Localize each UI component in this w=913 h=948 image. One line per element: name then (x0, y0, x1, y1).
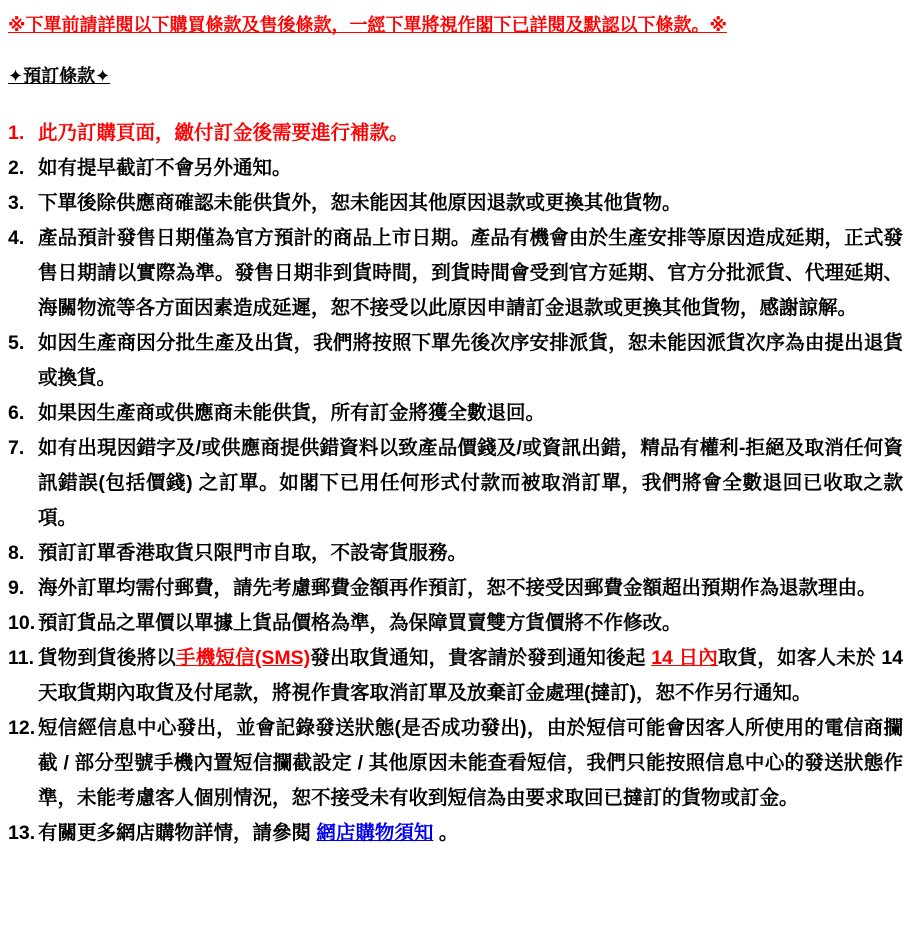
section-title-preorder-terms: ✦預訂條款✦ (8, 66, 111, 86)
term-text-segment: 如果因生產商或供應商未能供貨，所有訂金將獲全數退回。 (38, 402, 546, 424)
term-text-segment: 預訂訂單香港取貨只限門市自取，不設寄貨服務。 (38, 542, 468, 564)
term-number: 12. (8, 717, 36, 739)
term-text (38, 571, 903, 606)
term-text (38, 431, 903, 536)
term-text-segment: 。 (433, 822, 459, 844)
term-item-2 (8, 151, 903, 186)
term-item-4 (8, 221, 903, 326)
term-text-segment: 預訂貨品之單價以單據上貨品價格為準，為保障買賣雙方貨價將不作修改。 (38, 612, 682, 634)
term-item-5 (8, 326, 903, 396)
term-number: 11. (8, 647, 35, 669)
term-item-6 (8, 396, 903, 431)
term-number: 7. (8, 437, 25, 459)
term-number: 3. (8, 192, 25, 214)
term-text (38, 151, 903, 186)
term-text-segment: 有關更多網店購物詳情，請參閱 (38, 822, 317, 844)
term-number: 9. (8, 577, 25, 599)
term-text-segment: 如有提早截訂不會另外通知。 (38, 157, 292, 179)
term-number: 4. (8, 227, 25, 249)
term-text (38, 186, 903, 221)
shop-guide-link[interactable]: 網店購物須知 (316, 822, 434, 844)
term-number: 2. (8, 157, 25, 179)
term-text (38, 816, 903, 851)
term-text (38, 221, 903, 326)
term-text (38, 711, 903, 816)
term-item-13 (8, 816, 903, 851)
term-number: 6. (8, 402, 25, 424)
term-number: 8. (8, 542, 25, 564)
highlighted-text: 手機短信(SMS) (176, 647, 311, 669)
term-text-segment: 海外訂單均需付郵費，請先考慮郵費金額再作預訂，恕不接受因郵費金額超出預期作為退款理由。 (38, 577, 877, 599)
term-item-11 (8, 641, 903, 711)
term-text-segment: 貨物到貨後將以 (38, 647, 177, 669)
term-item-10 (8, 606, 903, 641)
term-text-segment: 發出取貨通知，貴客請於發到通知後起 (310, 647, 652, 669)
term-item-7 (8, 431, 903, 536)
term-text (38, 641, 903, 711)
term-number: 1. (8, 122, 25, 144)
term-text-segment: 如因生產商因分批生產及出貨，我們將按照下單先後次序安排派貨，恕未能因派貨次序為由提出退貨或換貨。 (38, 332, 903, 389)
term-item-1 (8, 116, 903, 151)
term-item-9 (8, 571, 903, 606)
term-item-8 (8, 536, 903, 571)
term-text-segment: 短信經信息中心發出，並會記錄發送狀態(是否成功發出)，由於短信可能會因客人所使用的電信商攔截 / 部分型號手機內置短信攔截設定 / 其他原因未能查看短信，我們只能按照信息中心的發送狀態作準，未能考慮客人個別情況，恕不接受未有收到短信為由要求取回已撻訂的貨物或訂金。 (38, 717, 903, 809)
term-number: 10. (8, 612, 36, 634)
term-text-segment: 取貨，如客人未於 14 天取貨期內取貨及付尾款，將視作貴客取消訂單及放棄訂金處理(撻訂)，恕不作另行通知。 (38, 647, 904, 704)
term-text-segment: 此乃訂購頁面，繳付訂金後需要進行補款。 (38, 122, 409, 144)
purchase-notice-banner: ※下單前請詳閱以下購買條款及售後條款，一經下單將視作閣下已詳閱及默認以下條款。※ (8, 15, 727, 35)
term-text (38, 536, 903, 571)
term-item-12 (8, 711, 903, 816)
term-text (38, 606, 903, 641)
highlighted-text: 14 日內 (651, 647, 718, 669)
term-text-segment: 產品預計發售日期僅為官方預計的商品上市日期。產品有機會由於生產安排等原因造成延期，正式發售日期請以實際為準。發售日期非到貨時間，到貨時間會受到官方延期、官方分批派貨、代理延期、海關物流等各方面因素造成延遲，恕不接受以此原因申請訂金退款或更換其他貨物，感謝諒解。 (38, 227, 903, 319)
terms-list (8, 116, 903, 851)
term-text (38, 116, 903, 151)
term-number: 5. (8, 332, 25, 354)
term-number: 13. (8, 822, 36, 844)
term-text (38, 396, 903, 431)
term-text (38, 326, 903, 396)
term-text-segment: 如有出現因錯字及/或供應商提供錯資料以致產品價錢及/或資訊出錯，精品有權利-拒絕及取消任何資訊錯誤(包括價錢) 之訂單。如閣下已用任何形式付款而被取消訂單，我們將會全數退回已收取之款項。 (38, 437, 903, 529)
term-item-3 (8, 186, 903, 221)
term-text-segment: 下單後除供應商確認未能供貨外，恕未能因其他原因退款或更換其他貨物。 (38, 192, 682, 214)
